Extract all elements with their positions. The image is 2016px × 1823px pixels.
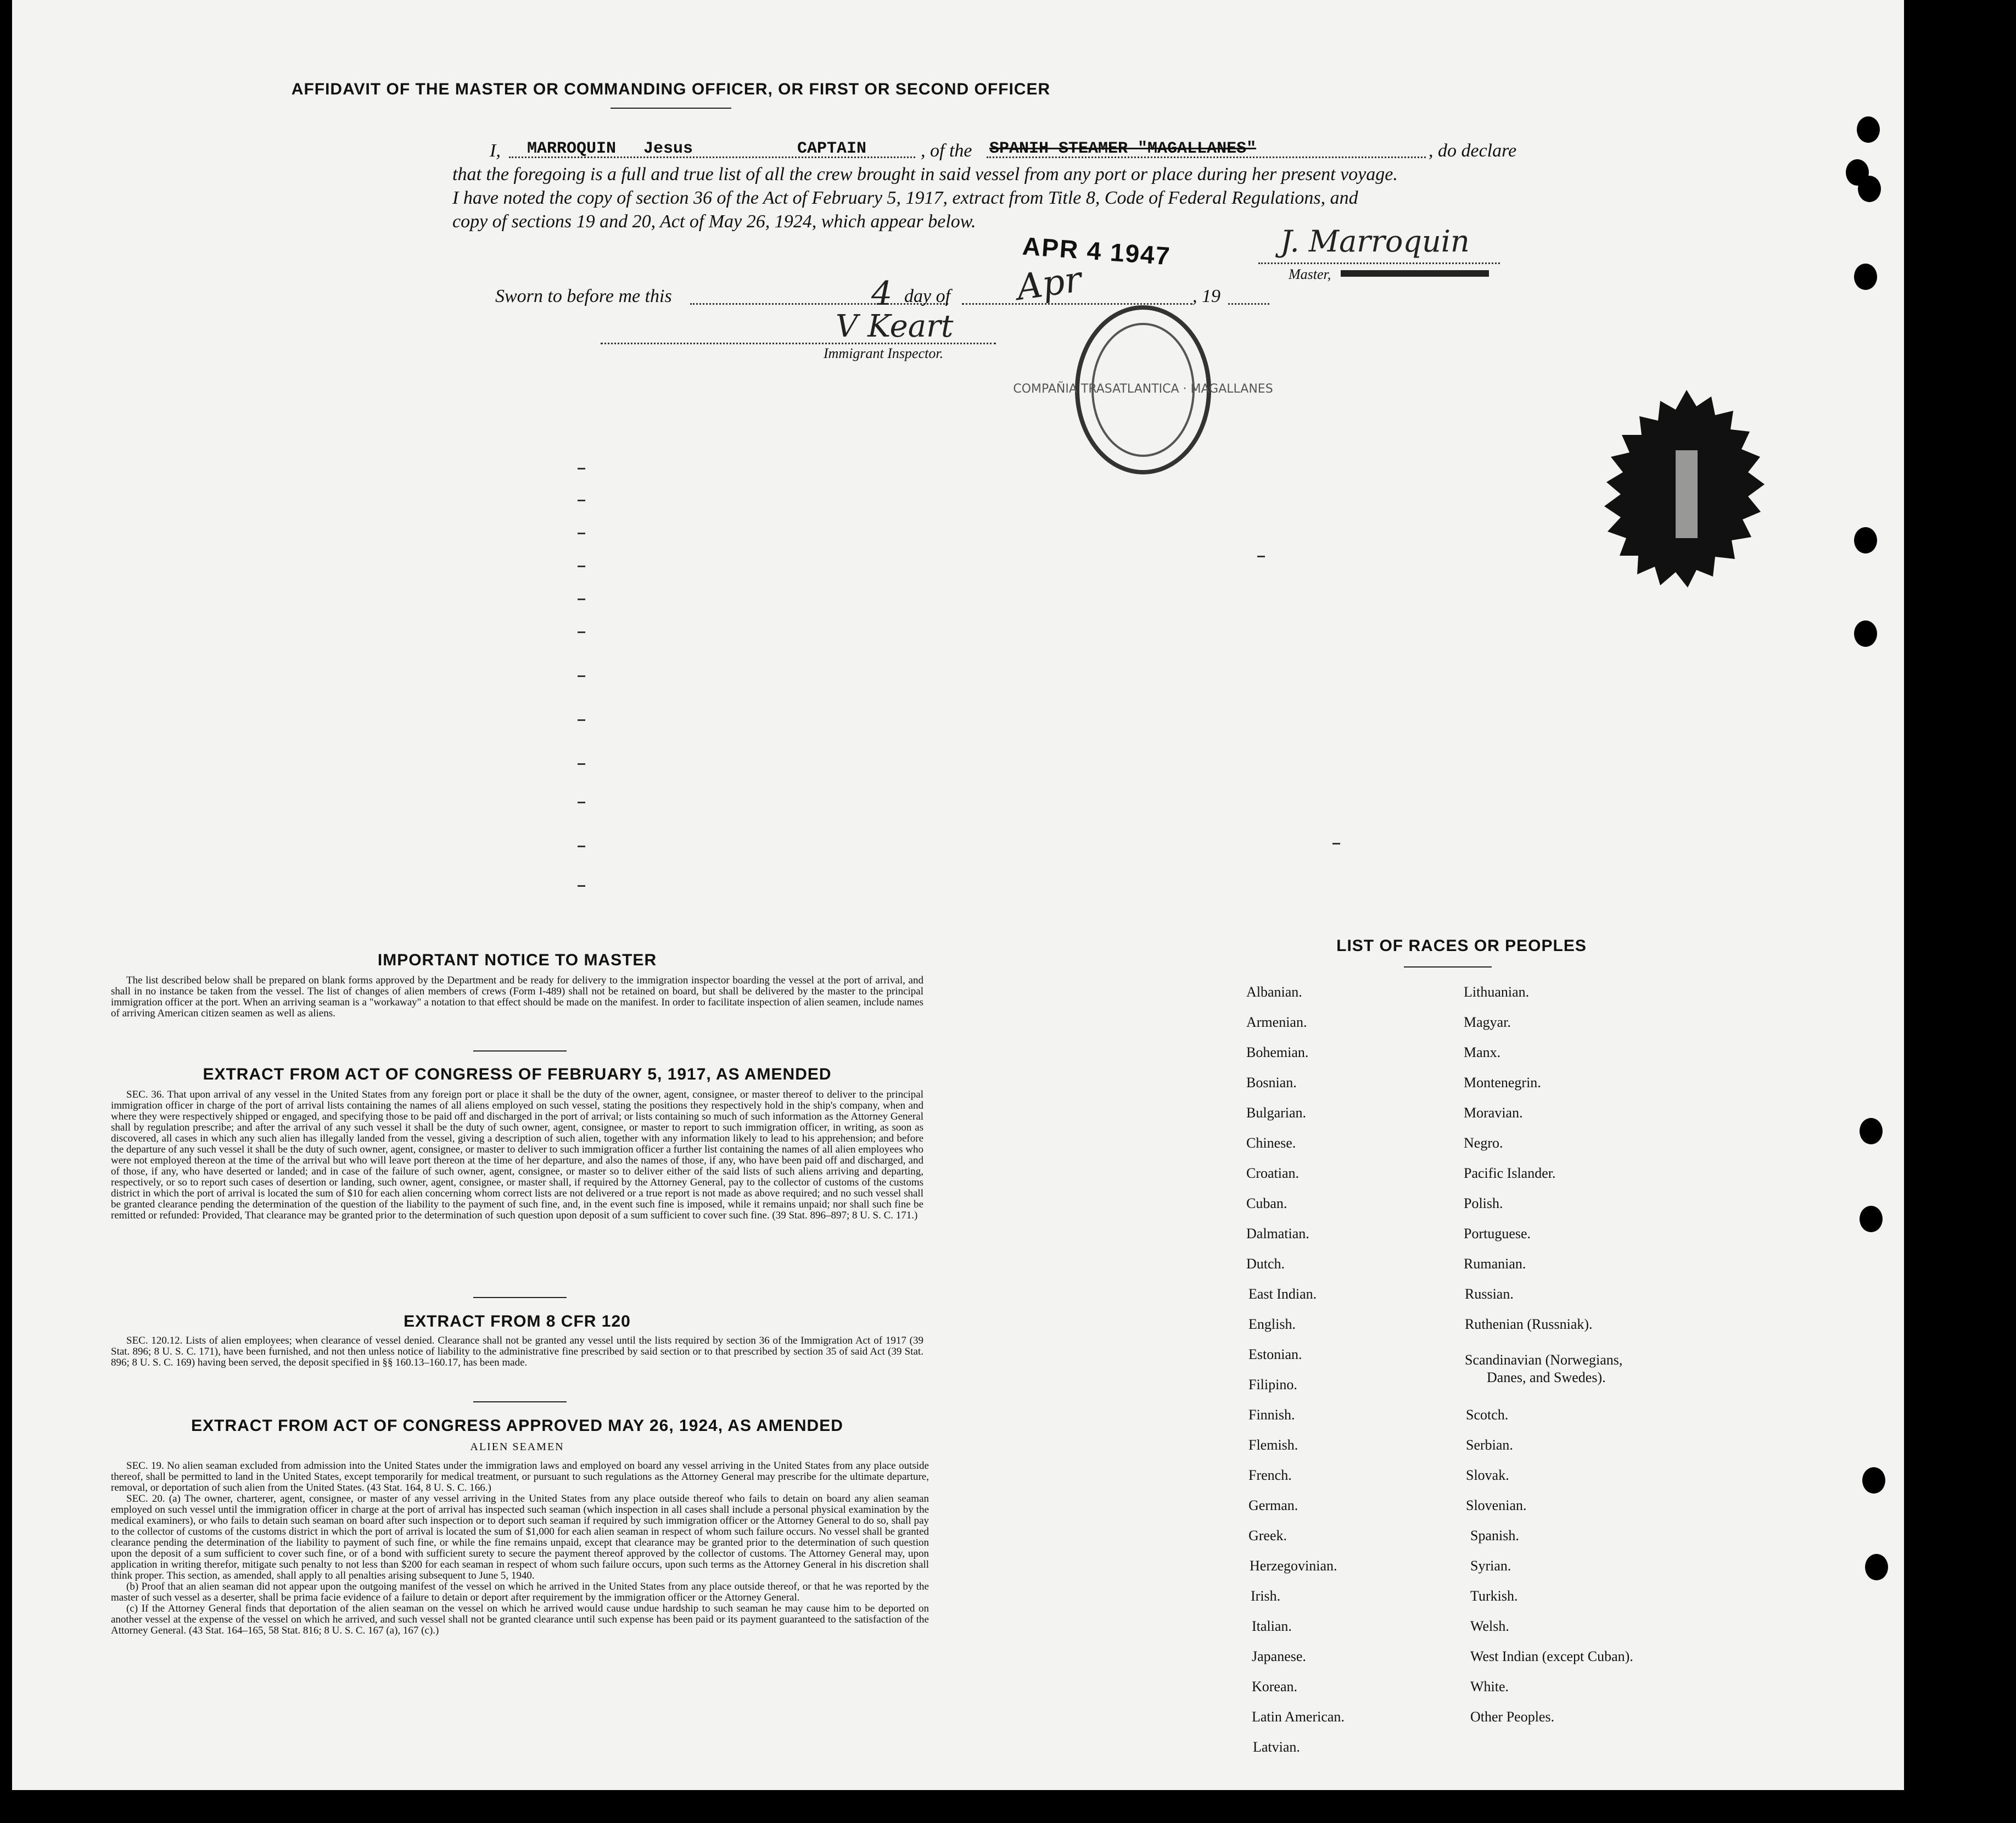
- race-right-item: Magyar.: [1464, 1014, 1511, 1030]
- of-the-label: , of the: [921, 141, 972, 161]
- affidavit-i-label: I,: [490, 141, 501, 161]
- day-of-label: day of: [904, 286, 951, 306]
- race-right-item: Negro.: [1464, 1135, 1503, 1151]
- race-right-item: Slovak.: [1466, 1467, 1509, 1483]
- race-right-item: Danes, and Swedes).: [1487, 1369, 1606, 1385]
- race-left-item: Dalmatian.: [1246, 1226, 1309, 1242]
- extract-cfr-title: EXTRACT FROM 8 CFR 120: [404, 1312, 631, 1330]
- margin-dash: [578, 468, 585, 469]
- inspector-signature: V Keart: [836, 309, 954, 344]
- punch-hole: [1865, 1554, 1888, 1580]
- race-right-item: Syrian.: [1470, 1558, 1511, 1574]
- margin-dash: [1257, 556, 1265, 557]
- race-right-item: Montenegrin.: [1464, 1075, 1541, 1091]
- race-right-item: Portuguese.: [1464, 1226, 1531, 1242]
- race-left-item: Flemish.: [1248, 1437, 1298, 1453]
- race-left-item: Latvian.: [1253, 1739, 1300, 1755]
- extract-1924-subtitle: ALIEN SEAMEN: [470, 1441, 564, 1453]
- punch-hole: [1854, 620, 1877, 647]
- race-right-item: Polish.: [1464, 1195, 1503, 1211]
- margin-dash: [578, 802, 585, 803]
- margin-dash: [578, 500, 585, 501]
- margin-dash: [578, 846, 585, 847]
- race-left-item: Albanian.: [1246, 984, 1302, 1000]
- race-left-item: Italian.: [1252, 1618, 1292, 1634]
- race-left-item: Estonian.: [1248, 1346, 1302, 1362]
- races-rule: [1404, 966, 1492, 968]
- section-rule: [473, 1401, 567, 1402]
- embossed-seal: [1593, 384, 1780, 615]
- race-right-item: Other Peoples.: [1470, 1709, 1555, 1725]
- extract-1917-paragraph: SEC. 36. That upon arrival of any vessel in the United States from any foreign port or place it shall be the duty of the owner, agent, consignee, or master thereof to deliver to the principal immigration officer in charge of the port of arrival lists containing the names of all aliens employed on such vessel, stating the positions they respectively hold in the ship's company, when and where they were respectively shipped or engaged, and specifying those to be paid off and discharged in the port of arrival; or lists containing so much of such information as the Attorney General shall by regulation prescribe; and after the arrival of any such vessel it shall be the duty of such owner, agent, consignee, or master to report to such immigration officer, in writing, as soon as discovered, all cases in which any such alien has illegally landed from the vessel, giving a description of such alien, together with any information likely to lead to his apprehension; and before the departure of any such vessel it shall be the duty of such owner, agent, consignee, or master to deliver to such immigration officer a further list containing the names of all alien employees who were not employed thereon at the time of the arrival but who will leave port thereon at the time of her departure, and also the names of those, if any, who have been paid off and discharged, and of those, if any, who have deserted or landed; and in case of the failure of such owner, agent, consignee, or master so to deliver either of the said lists of such aliens arriving and departing, respectively, or so to report such cases of desertion or landing, such owner, agent, consignee, or master shall, if required by the Attorney General, pay to the collector of customs of the customs district in which the port of arrival is located the sum of $10 for each alien concerning whom correct lists are not delivered or a true report is not made as above required; and no such vessel shall be granted clearance pending the determination of the question of the liability to the payment of such fine, and, in the event such fine is imposed, while it remains unpaid; nor shall such fine be remitted or refunded: Provided, That clearance may be granted prior to the determination of such question upon deposit of a sum sufficient to cover such fine. (39 Stat. 896–897; 8 U. S. C. 171.): [111, 1089, 923, 1221]
- race-right-item: Serbian.: [1466, 1437, 1513, 1453]
- race-right-item: Spanish.: [1470, 1528, 1519, 1544]
- race-left-item: Japanese.: [1252, 1648, 1306, 1664]
- document-page: [12, 0, 1904, 1790]
- affidavit-line-4: copy of sections 19 and 20, Act of May 26, 1924, which appear below.: [452, 211, 976, 232]
- race-right-item: West Indian (except Cuban).: [1470, 1648, 1633, 1664]
- sec-20b-paragraph: (b) Proof that an alien seaman did not appear upon the outgoing manifest of the vessel on which he arrived in the United States from any place outside thereof, or that he was reported by the master of such vessel as a deserter, shall be prima facie evidence of a failure to detain or deport after requirement by the immigration officer or the Attorney General.: [111, 1581, 929, 1603]
- date-stamp: APR 4 1947: [1021, 231, 1172, 271]
- master-label: Master,: [1289, 266, 1331, 282]
- master-signature: J. Marroquin: [1280, 224, 1470, 259]
- race-left-item: French.: [1248, 1467, 1292, 1483]
- race-right-item: Manx.: [1464, 1044, 1501, 1060]
- race-left-item: Bulgarian.: [1246, 1105, 1307, 1121]
- race-right-item: Welsh.: [1470, 1618, 1509, 1634]
- race-left-item: Latin American.: [1252, 1709, 1345, 1725]
- year-dotted-line: [1228, 303, 1269, 305]
- race-left-item: Herzegovinian.: [1250, 1558, 1337, 1574]
- race-right-item: Moravian.: [1464, 1105, 1523, 1121]
- margin-dash: [1332, 843, 1340, 845]
- margin-dash: [578, 719, 585, 721]
- vessel-name: SPANIH STEAMER "MAGALLANES": [989, 139, 1257, 158]
- race-left-item: Croatian.: [1246, 1165, 1300, 1181]
- seal-text: COMPAÑIA TRASATLANTICA · MAGALLANES: [1013, 382, 1273, 396]
- race-left-item: Korean.: [1252, 1679, 1298, 1695]
- race-right-item: Slovenian.: [1466, 1497, 1527, 1513]
- race-left-item: Cuban.: [1246, 1195, 1287, 1211]
- day-handwritten: 4: [871, 275, 893, 313]
- race-left-item: Finnish.: [1248, 1407, 1295, 1423]
- race-left-item: East Indian.: [1248, 1286, 1317, 1302]
- year-label: , 19: [1192, 286, 1220, 306]
- race-right-item: White.: [1470, 1679, 1509, 1695]
- extract-1924-text: [111, 1461, 929, 1636]
- race-left-item: Bosnian.: [1246, 1075, 1297, 1091]
- race-left-item: Armenian.: [1246, 1014, 1307, 1030]
- race-left-item: Filipino.: [1248, 1377, 1297, 1393]
- margin-dash: [578, 599, 585, 600]
- extract-cfr-text: [111, 1335, 923, 1368]
- sec-20c-paragraph: (c) If the Attorney General finds that deportation of the alien seaman on the vessel on which he arrived would cause undue hardship to such seaman he may cause him to be deported on another vessel at the expense of the vessel on which he arrived, and such vessel shall not be granted clearance until such expense has been paid or its payment guaranteed to the satisfaction of the Attorney General. (43 Stat. 164–165, 58 Stat. 816; 8 U. S. C. 167 (a), 167 (c).): [111, 1603, 929, 1636]
- race-right-item: Pacific Islander.: [1464, 1165, 1556, 1181]
- punch-hole: [1862, 1467, 1885, 1494]
- punch-hole: [1860, 1206, 1883, 1232]
- race-left-item: Chinese.: [1246, 1135, 1296, 1151]
- sec-19-paragraph: SEC. 19. No alien seaman excluded from admission into the United States under the immigration laws and employed on board any vessel arriving in the United States from any place outside thereof, shall be permitted to land in the United States, except temporarily for medical treatment, or pursuant to such regulations as the Attorney General may prescribe for the ultimate departure, removal, or deportation of such alien from the United States. (43 Stat. 164, 8 U. S. C. 166.): [111, 1460, 929, 1494]
- section-rule: [473, 1297, 567, 1298]
- notice-paragraph: The list described below shall be prepared on blank forms approved by the Department and be ready for delivery to the immigration inspector boarding the vessel at the port of arrival, and shall in no instance be taken from the vessel. The list of changes of alien members of crews (Form I-489) shall not be retained on board, but shall be delivered by the master to the principal immigration officer at the port. When an arriving seaman is a "workaway" a notation to that effect should be made on the manifest. In order to facilitate inspection of alien seamen, include names of arriving American citizen seamen as well as aliens.: [111, 975, 923, 1019]
- master-rank: CAPTAIN: [797, 139, 867, 158]
- sworn-label: Sworn to before me this: [495, 286, 672, 306]
- affidavit-title: AFFIDAVIT OF THE MASTER OR COMMANDING OFFICER, OR FIRST OR SECOND OFFICER: [291, 80, 1051, 98]
- punch-hole: [1854, 264, 1877, 290]
- race-left-item: Bohemian.: [1246, 1044, 1309, 1060]
- race-right-item: Lithuanian.: [1464, 984, 1530, 1000]
- margin-dash: [578, 885, 585, 887]
- race-right-item: Ruthenian (Russniak).: [1465, 1316, 1593, 1332]
- punch-hole: [1858, 176, 1881, 202]
- margin-dash: [578, 566, 585, 567]
- margin-dash: [578, 631, 585, 633]
- punch-hole: [1854, 527, 1877, 553]
- punch-hole: [1857, 116, 1880, 143]
- inspector-label: Immigrant Inspector.: [824, 345, 944, 361]
- race-right-item: Rumanian.: [1464, 1256, 1526, 1272]
- race-right-item: Scotch.: [1466, 1407, 1509, 1423]
- race-left-item: German.: [1248, 1497, 1298, 1513]
- master-given-name: Jesus: [643, 139, 693, 158]
- extract-cfr-paragraph: SEC. 120.12. Lists of alien employees; when clearance of vessel denied. Clearance shall not be granted any vessel until the lists required by section 36 of the Immigration Act of 1917 (39 Stat. 896; 8 U. S. C. 171), have been furnished, and not then unless notice of liability to the administrative fine prescribed by said section or to that prescribed by section 35 of said Act (39 Stat. 896; 8 U. S. C. 169) having been served, the deposit specified in §§ 160.13–160.17, has been made.: [111, 1335, 923, 1368]
- title-rule: [611, 108, 731, 109]
- margin-dash: [578, 763, 585, 765]
- race-left-item: Dutch.: [1246, 1256, 1285, 1272]
- section-rule: [473, 1050, 567, 1052]
- extract-1924-title: EXTRACT FROM ACT OF CONGRESS APPROVED MAY 26, 1924, AS AMENDED: [191, 1417, 843, 1435]
- races-title: LIST OF RACES OR PEOPLES: [1336, 937, 1587, 955]
- affidavit-line-2: that the foregoing is a full and true list of all the crew brought in said vessel from any port or place during her present voyage.: [452, 164, 1398, 184]
- punch-hole: [1860, 1118, 1883, 1144]
- notice-text: [111, 975, 923, 1019]
- ship-seal-stamp: [1013, 302, 1273, 478]
- race-right-item: Russian.: [1465, 1286, 1514, 1302]
- margin-dash: [578, 675, 585, 677]
- race-right-item: Scandinavian (Norwegians,: [1465, 1352, 1623, 1368]
- extract-1917-text: [111, 1089, 923, 1221]
- race-left-item: Greek.: [1248, 1528, 1287, 1544]
- struck-officer-text: [1341, 270, 1489, 277]
- month-handwritten: Apr: [1014, 259, 1084, 309]
- margin-dash: [578, 533, 585, 534]
- race-left-item: English.: [1248, 1316, 1296, 1332]
- master-surname: MARROQUIN: [527, 139, 617, 158]
- notice-title: IMPORTANT NOTICE TO MASTER: [377, 951, 657, 969]
- do-declare-label: , do declare: [1429, 141, 1517, 161]
- race-right-item: Turkish.: [1470, 1588, 1518, 1604]
- extract-1917-title: EXTRACT FROM ACT OF CONGRESS OF FEBRUARY 5, 1917, AS AMENDED: [203, 1065, 832, 1083]
- race-left-item: Irish.: [1251, 1588, 1281, 1604]
- sec-20a-paragraph: SEC. 20. (a) The owner, charterer, agent, consignee, or master of any vessel arriving in the United States from any place outside thereof who fails to detain on board any alien seaman employed on such vessel until the immigration officer in charge at the port of arrival has inspected such seaman (which inspection in all cases shall include a personal physical examination by the medical examiners), or who fails to detain such seaman on board after such inspection or to deport such seaman if required by such immigration officer or the Attorney General to do so, shall pay to the collector of customs of the customs district in which the port of arrival is located the sum of $1,000 for each alien seaman in respect of whom such failure occurs. No vessel shall be granted clearance pending the determination of the liability to payment of such fine, or while the fine remains unpaid, except that clearance may be granted prior to the determination of such question upon the deposit of a sum sufficient to cover such fine, or of a bond with sufficient surety to secure the payment thereof approved by the collector of customs. The Attorney General may, upon application in writing therefor, mitigate such penalty to not less than $200 for each seaman in respect of whom such failure occurs, upon such terms as the Attorney General in his discretion shall think proper. This section, as amended, shall apply to all penalties arising subsequent to June 5, 1940.: [111, 1493, 929, 1581]
- affidavit-line-3: I have noted the copy of section 36 of the Act of February 5, 1917, extract from Title 8, Code of Federal Regulations, and: [452, 188, 1358, 208]
